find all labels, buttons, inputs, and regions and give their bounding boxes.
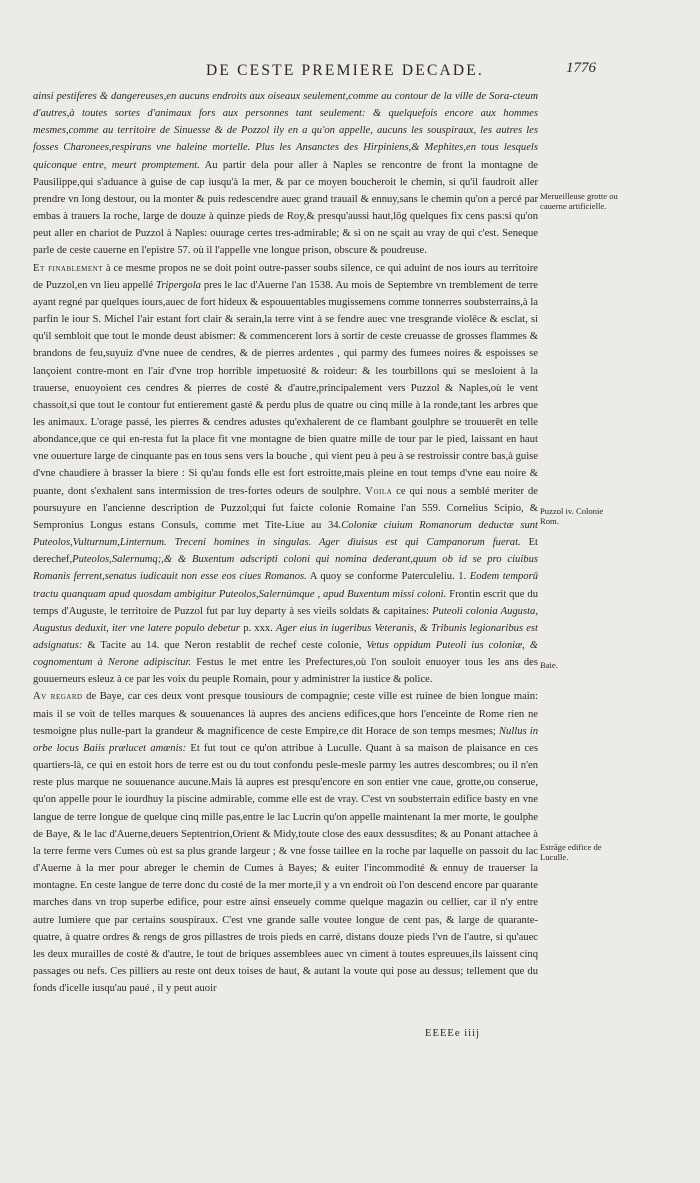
latin-quote-horace: Nullus in orbe locus Baiis prælucet amœnis: <box>33 725 539 754</box>
latin-quote-livy: Coloniæ ciuium Romanorum deductæ sunt Puteolos,Vulturnum,Linternum. Treceni homines in singulas. Ager diuisus est qui Campanorum fuerat. <box>33 519 538 549</box>
latin-quote-frontin: Puteoli colonia Augusta, Augustus deduxit, iter vne latere populo debetur <box>33 605 538 634</box>
paragraph-3-lead-words: Av regard <box>33 691 83 703</box>
paragraph-2-text-c: ce qui nous a semblé meriter de poursuyure en l'ancienne description de Puzzol;qui fut faicte colonie Romaine l'an 559. Cornelius Scipio, & Sempronius Longus estans Consuls, comme met Tite-Liue au 34. <box>33 485 538 531</box>
place-name-tripergola: Tripergola <box>156 279 201 291</box>
paragraph-2-lead-words: Et finablement <box>33 262 104 274</box>
paragraph-3-text-b: Et fut tout ce qu'on attribue à Luculle. Quant à sa maison de plaisance en ces quartiers-là, ce qui en estoit hors de terre est ou du tout confondu pesle-mesle parmy les autres descombres; ou il n'en reste plus marque ne souuenance aucune.Mais là aupres est presqu'encore en son entier vne caue, grotte,ou conserue, qu'on appelle pour le iourdhuy la piscine admirable, comme elle est de vray. C'est vn soubsterrain edifice basty en vne langue de terre longue de quelque cinq mille pas,entre le lac Lucrin qu'on appelle maintenant la mer morte, le goulphe de Baye, & le lac d'Auerne,deuers Septentrion,Orient & Midy,toute close des eaux dessusdites; & au Ponant attachee à la terre ferme vers Cumes où est sa plus grande largeur ; & vne fosse taillee en la roche par laquelle on passoit du lac d'Auerne à la mer pour abreger le chemin de Cumes à Bayes; & euiter l'incommodité & ennuy de trauerser la montagne. En ceste langue de terre donc du costé de la mer morte,il y a vn endroit où l'on descend encore par quarante marches dans vn trop superbe edifice, pour estre ainsi enseuely comme quelque magazin ou cellier, car il n'y entre autre lumiere que par certains souspiraux. C'est vne grande salle voutee longue de cent pas, & large de quarante-quatre, à quatre ordres & rengs de gros pillastres de trois pieds en carré, distans douze pieds l'vn de l'autre, si qu'auec les deux murailles de costé & d'autre, le tout de briques assemblees auec vn ciment à toutes espreuues,ils laissent cinq passages ou nefs. Ces pilliers au reste ont deux toises de haut, & autant la voute qui pose au dessus; tellement que du fonds d'icelle iusqu'au paué , il y peut auoir <box>33 742 538 995</box>
paragraph-2-text-d: Et derechef, <box>33 537 538 566</box>
latin-quote-tacitus: Vetus oppidum Puteoli ius coloniæ, & cognomentum à Nerone adipiscitur. <box>33 640 538 669</box>
paragraph-2-text-g: p. xxx. <box>240 622 276 634</box>
signature-mark: EEEEe iiij <box>425 1028 481 1039</box>
paragraph-3 <box>33 688 538 997</box>
running-title: DE CESTE PREMIERE DECADE. <box>205 62 485 79</box>
paragraph-2-text-b: pres le lac d'Auerne l'an 1538. Au mois de Septembre vn tremblement de terre ayant regné par quelques iours,auec de fort hideux & espouuentables mugissemens comme tonnerres soubsterrains,à la parfin le iour S. Michel l'air estant fort clair & serain,la terre vint à se fendre auec vne tresgrande violēce & esclat, si qu'il sembloit que tout le monde deust abismer: & commencerent lors à sortir de ceste creuasse de grosses flammes & brandons de feu,suyuiz d'vne nuee de cendres, & de pierres ardentes , qui parmy des fumees noires & espoisses se lançoient contre-mont en l'air d'vne trop horrible impetuosité & roideur: & les tourbillons qui se mesloient à la trauerse, enuoyoient ces cendres & pierres de costé & d'autre,principalement vers Puzzol & Naples,où le vent chassoit,si que tout le contour fut entierement gasté & perdu plus de quatre ou cinq mille à la ronde,tant les arbres que les animaux. L'orage passé, les pierres & cendres adustes qu'exhalerent de ce flambant goulphre se trouuerēt en telle abondance,que ce qui en-resta fut la place fit vne montagne de bien quatre mille de tour par le pied, laissant en haut vne ouuerture large de cinquante pas en tous sens vers la bouche , qui vient peu à peu à se restroissir contre bas,à guise d'vne chaudiere à brasser la biere : Si qu'au fonds elle est fort estroitte,mais pleine en tout temps d'vne eau noire & puante, dont s'exhalent sans intermission de tres-fortes odeurs de soulphre. <box>33 279 539 497</box>
paragraph-2-voila: Voila <box>361 485 393 497</box>
paragraph-1-italic-opening: ainsi pestiferes & dangereuses,en aucuns endroits aux oiseaux seulement,comme au contour de la ville de Sora-cteum d'autres,à toutes sortes d'animaux fors aux personnes tant seulement: & quelquefois encore aux hommes mesmes,comme au territoire de Sinuesse & de Pozzol ily en a qu'on appelle, aucuns les souspiraux, les autres les fosses Charonees,respirans vne haleine mortelle. Plus les Ansanctes des Hirpiniens,& Mephites,en tous lesquels quiconque entre, meurt promptement. <box>33 91 538 171</box>
paragraph-3-text-a: de Baye, car ces deux vont presque tousiours de compagnie; ceste ville est ruinee de bien longue main: mais il se voit de telles marques & souuenances là aupres des anciens edifices,que hors l'enceinte de Rome rien ne tesmoigne plus nulle-part la grandeur & magnificence de ceste Empire,ce dit Horace de son temps mesmes; <box>33 691 538 737</box>
paragraph-2-text-e: A quoy se conforme Paterculeliu. 1. <box>306 571 470 583</box>
latin-quote-veterans: Ager eius in iugeribus Veteranis, & Tribunis legionaribus est adsignatus: <box>33 622 538 651</box>
paragraph-2-text-f: Frontin escrit que du temps d'Auguste, le territoire de Puzzol fut par luy departy à ses vieils soldats & capitaines: <box>33 588 538 617</box>
margin-note-puzzol-colonie: Puzzol iv. Colonie Rom. <box>540 506 604 526</box>
paragraph-1-text: Au partir dela pour aller à Naples se rencontre de front la montagne de Pausilippe,qui s'aduance à guise de cap iusqu'à la mer, & par ce moyen boucheroit le chemin, si qu'il faudroit aller prendre vn long destour, ou la monter & puis redescendre auec grand trauail & ennuy,sans le chemin qu'on a percé par embas à trauers la roche, large de douze à quinze pieds de Roy,& presqu'aussi haut,lōg quelques fix cens pas:si qu'on peut aller en chariot de Puzzol à Naples: ouurage certes tres-admirable; & si on ne sçait au vray de qui c'est. Seneque parle de ceste cauerne en l'epistre 57. où il l'appelle vne longue prison, obscure & poudreuse. <box>33 159 539 257</box>
paragraph-2-text-a: à ce mesme propos ne se doit point outre-passer soubs silence, ce qui aduint de nos iours au territoire de Puzzol,en vn lieu appellé <box>33 262 538 291</box>
latin-quote-paterculus: Eodem temporū tractu quanquam apud quosdam ambigitur Puteolos,Salernúmque , apud Buxentum missi coloni. <box>33 571 539 600</box>
paragraph-2-text-h: & Tacite au 14. que Neron restablit de rechef ceste colonie, <box>82 640 367 651</box>
paragraph-1 <box>33 88 538 260</box>
paragraph-2 <box>33 260 538 689</box>
margin-note-edifice-luculle: Estrāge edifice de Luculle. <box>540 842 602 862</box>
paragraph-2-text-i: Festus le met entre les Prefectures,où l'on souloit enuoyer tous les ans des gouuerneurs esleuz à ce par les voix du peuple Romain, pour y administrer la iustice & police. <box>33 657 538 686</box>
margin-note-baie: Baie. <box>540 660 558 670</box>
main-text-column <box>33 88 538 997</box>
margin-note-grotte: Merueilleuse grotte ou cauerne artificielle. <box>540 191 618 211</box>
latin-quote-senate: Puteolos,Salernumq;,& & Buxentum adscripti coloni qui nomina dederant,quum ob id se pro ciuibus Romanis ferrent,senatus iudicauit non esse eos ciues Romanos. <box>33 554 538 583</box>
page-number: 1776 <box>566 60 596 76</box>
